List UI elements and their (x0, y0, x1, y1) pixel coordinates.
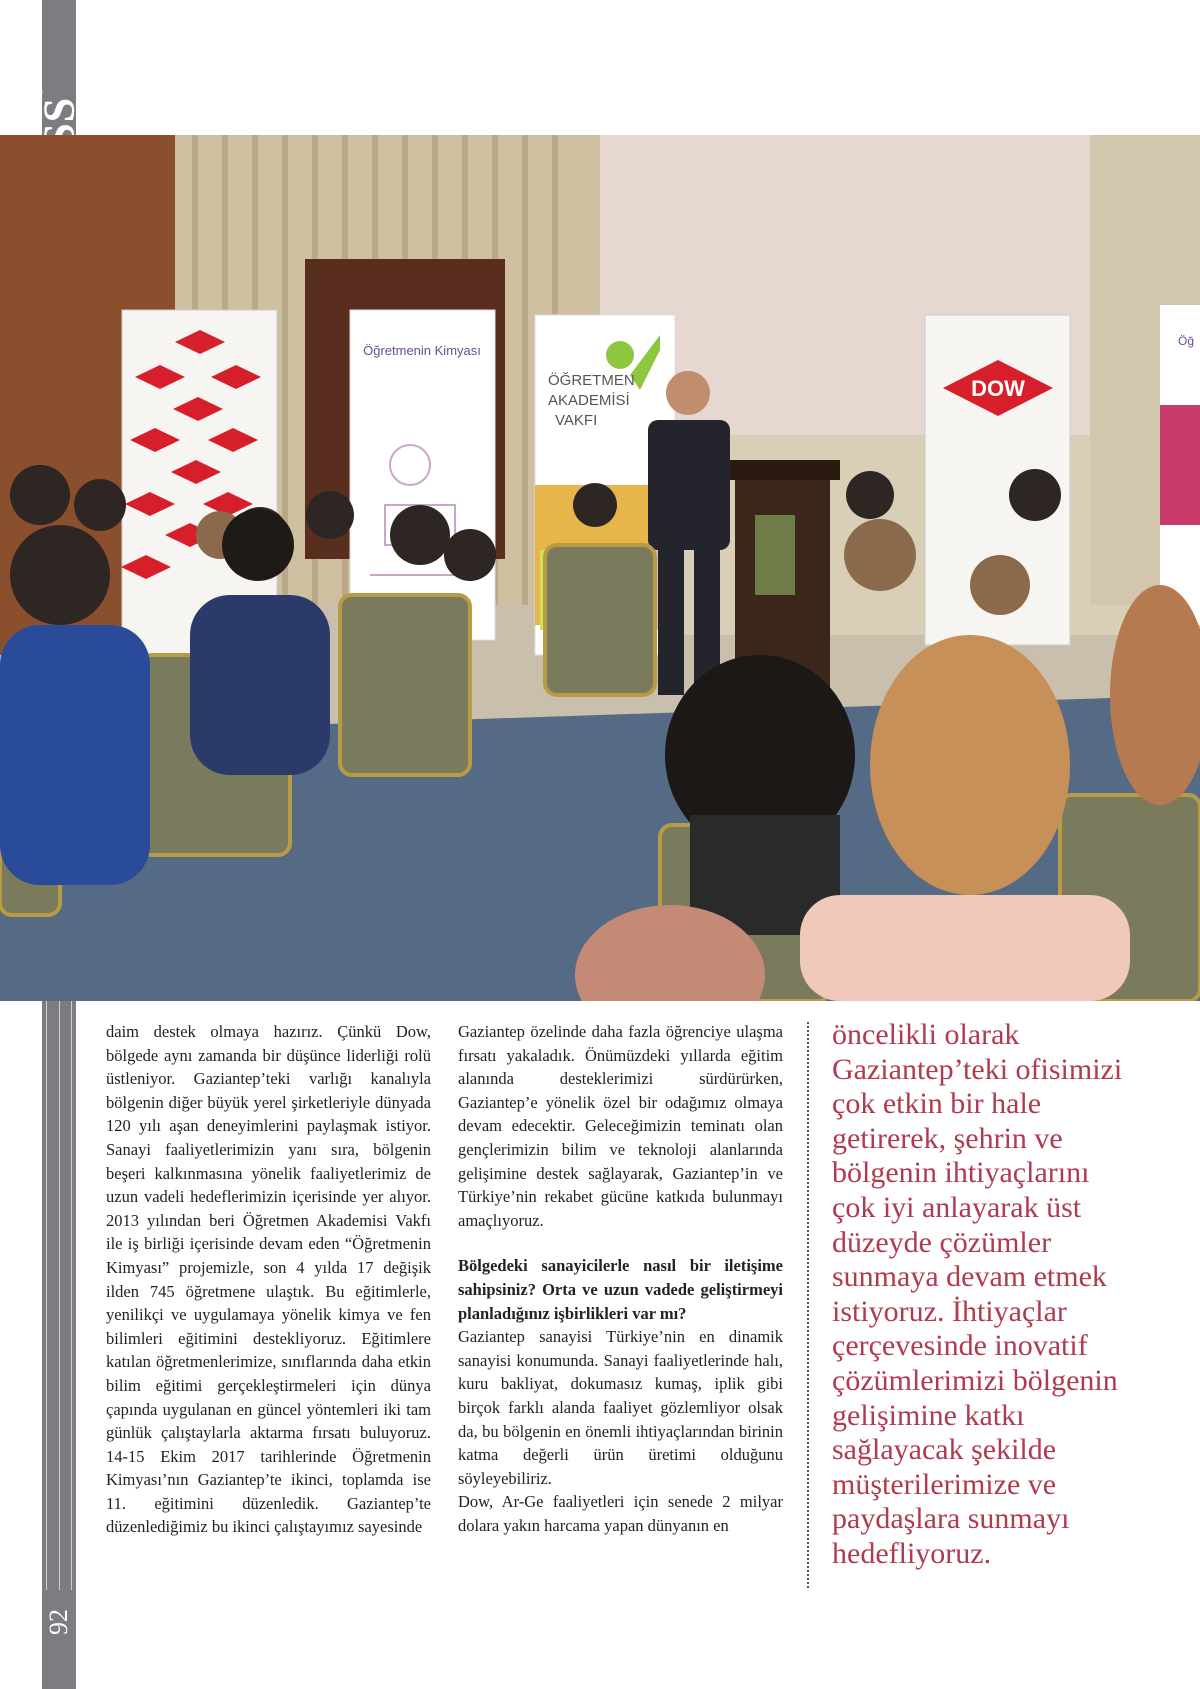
pull-quote: öncelikli olarak Gaziantep’teki ofisimizi çok etkin bir hale getirerek, şehrin ve bölgenin ihtiyaçlarını çok iyi anlayarak üst düzeyde çözümler sunmaya devam etmek istiyoruz. İhtiyaçlar çerçevesinde inovatif çözümlerimizi bölgenin gelişimine katkı sağlayacak şekilde müşterilerimize ve paydaşlara sunmayı hedefliyoruz. (832, 1018, 1123, 1570)
article-paragraph: Gaziantep sanayisi Türkiye’nin en dinamik sanayisi konumunda. Sanayi faaliyetlerinde halı, kuru bakliyat, dokumasız kumaş, iplik gibi birçok farklı alanda faaliyet gözlemliyor olsak da, bu bölgenin en önemli ihtiyaçlarından birinin katma değerli ürün üretimi olduğunu söyleyebiliriz. (458, 1327, 783, 1488)
partial-banner-title: Öğ (1178, 334, 1195, 348)
article-paragraph: Dow, Ar-Ge faaliyetleri için senede 2 milyar dolara yakın harcama yapan dünyanın en (458, 1492, 783, 1535)
akademi-banner-line2: AKADEMİSİ (548, 392, 630, 409)
akademi-banner-line1: ÖĞRETMEN (548, 372, 635, 389)
event-photo (0, 135, 1200, 1001)
registered-mark: ® (33, 86, 46, 96)
article-paragraph: Gaziantep özelinde daha fazla öğrenciye ulaşma fırsatı yakaladık. Önümüzdeki yıllarda eğitim alanında desteklerimizi sürdürürken, Gaziantep’e yönelik özel bir odağımız olmaya devam edecektir. Geleceğimizin teminatı olan gençlerimizin bilim ve teknoloji alanlarında gelişimine destek sağlayarak, Gaziantep’in ve Türkiye’nin rekabet gücüne katkıda bulunmayı amaçlıyoruz. (458, 1022, 783, 1230)
article-paragraph: daim destek olmaya hazırız. Çünkü Dow, bölgede aynı zamanda bir düşünce liderliği rolü üstleniyor. Gaziantep’teki varlığı kanalıyla bölgenin diğer büyük yerel şirketleriyle dünyada 120 yılı aşan deneyimlerini paylaşmak istiyor. Sanayi faaliyetlerimizin yanı sıra, bölgenin beşeri kalkınmasına yönelik faaliyetlerimiz de uzun vadeli hedeflerimizin içerisinde yer alıyor. 2013 yılından beri Öğretmen Akademisi Vakfı ile iş birliği içerisinde devam eden “Öğretmenin Kimyası” projemizle, son 4 yılda 17 değişik ilden 745 öğretmene ulaştık. Bu eğitimlerle, yenilikçi ve uygulamaya yönelik kimya ve fen bilimleri eğitimini destekliyoruz. Eğitimlere katılan öğretmenlerimize, sınıflarında daha etkin bilim eğitimi gerçekleştirmeleri için dünya çapında uygulanan en güncel yöntemleri iki tam günlük çalıştaylarla aktarma fırsatı buluyoruz. 14-15 Ekim 2017 tarihlerinde Öğretmenin Kimyası’nın Gaziantep’te ikinci, toplamda ise 11. eğitimini düzenledik. Gaziantep’te düzenlediğimiz bu ikinci çalıştayımız sayesinde (106, 1022, 431, 1537)
interview-question: Bölgedeki sanayicilerle nasıl bir iletişime sahipsiniz? Orta ve uzun vadede geliştirmeyi planladığınız işbirlikleri var mı? (458, 1256, 783, 1323)
article-column-1 (106, 1020, 431, 1539)
kimya-banner-title: Öğretmenin Kimyası (363, 343, 481, 358)
page-number: 92 (44, 1609, 73, 1635)
column-divider (807, 1022, 809, 1588)
dow-banner-logo: DOW (971, 376, 1025, 401)
article-column-2 (458, 1020, 783, 1537)
akademi-banner-line3: VAKFI (555, 412, 598, 429)
